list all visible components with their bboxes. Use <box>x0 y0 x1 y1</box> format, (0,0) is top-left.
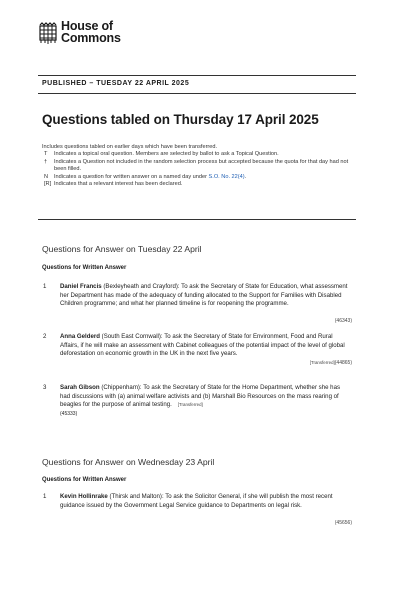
question-item <box>42 384 350 418</box>
question-text: To ask the Secretary of State for Education, what assessment her Department has made of the adequacy of funding allocated to the Support for Families with Disabled Children programme; and what her planned timeline is for reopening the programme. <box>60 283 348 308</box>
section-heading: Questions for Answer on Wednesday 23 April <box>42 457 215 467</box>
member-name: Anna Gelderd <box>60 333 100 340</box>
question-item <box>42 283 352 324</box>
page-title: Questions tabled on Thursday 17 April 2025 <box>42 112 319 127</box>
key-item: [R] Indicates that a relevant interest has been declared. <box>44 181 183 188</box>
question-text: To ask the Secretary of State for Environment, Food and Rural Affairs, if he will make an assessment with Cabinet colleagues of the potential impact of the level of global deforestation on economic growth in the UK in the next five years. <box>60 333 345 358</box>
key-item: N Indicates a question for written answer on a named day under S.O. No. 22(4). <box>44 173 247 180</box>
constituency: (South East Cornwall): <box>99 333 165 340</box>
symbol-key <box>42 144 356 188</box>
logo-line-1: House of <box>61 19 113 33</box>
section-heading: Questions for Answer on Tuesday 22 April <box>42 244 202 254</box>
published-rule <box>38 93 356 94</box>
question-number: 2 <box>43 333 47 340</box>
question-number: 3 <box>43 384 47 391</box>
question-reference: (45333) <box>60 410 78 417</box>
standing-order-link[interactable]: S.O. No. 22(4) <box>208 173 245 180</box>
question-reference: (45656) <box>334 520 352 526</box>
member-name: Sarah Gibson <box>60 384 100 391</box>
constituency: (Bexleyheath and Crayford): <box>101 283 182 290</box>
key-intro: Includes questions tabled on earlier days which have been transferred. <box>42 144 218 150</box>
house-of-commons-logo <box>38 21 121 45</box>
notes-rule <box>38 219 356 220</box>
transferred-tag: [Transferred] <box>177 402 203 408</box>
question-item <box>42 493 352 526</box>
published-date: PUBLISHED – TUESDAY 22 APRIL 2025 <box>42 80 190 87</box>
logo-line-2: Commons <box>61 30 121 45</box>
question-text: To ask the Secretary of State for the Home Department, whether she has had discussions with (a) animal welfare activists and (b) Marshall Bio Resources on the mass rearing of beagles for the purpose of animal testing. <box>60 384 341 409</box>
constituency: (Thirsk and Malton): <box>107 493 166 500</box>
section-subheading: Questions for Written Answer <box>42 477 127 483</box>
portcullis-icon <box>38 22 58 45</box>
transferred-tag: [Transferred] <box>309 360 335 365</box>
section-subheading: Questions for Written Answer <box>42 265 127 271</box>
question-number: 1 <box>43 493 47 500</box>
top-rule <box>38 75 356 76</box>
question-text: To ask the Solicitor General, if she will publish the most recent guidance issued by the Government Legal Service guidance to Departments on legal risk. <box>60 493 333 509</box>
question-item <box>42 333 352 366</box>
member-name: Kevin Hollinrake <box>60 493 108 500</box>
question-reference: [Transferred](44865) <box>309 360 352 366</box>
member-name: Daniel Francis <box>60 283 102 290</box>
key-item: T Indicates a topical oral question. Members are selected by ballot to ask a Topical Question. <box>44 151 279 158</box>
question-number: 1 <box>43 283 47 290</box>
key-item: † Indicates a Question not included in the random selection process but accepted because the quota for that day had not been filled. <box>44 158 349 173</box>
question-reference: (46343) <box>334 318 352 324</box>
constituency: (Chippenham): <box>99 384 144 391</box>
